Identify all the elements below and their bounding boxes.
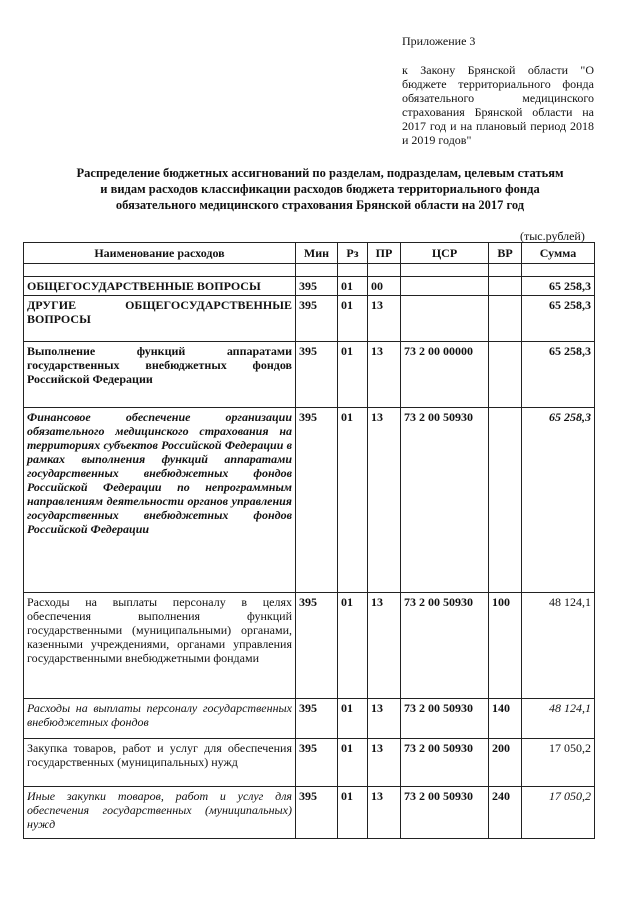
row-pr: 13 [368, 296, 401, 342]
row-rz: 01 [338, 342, 368, 408]
row-vr: 140 [489, 699, 522, 739]
row-vr [489, 408, 522, 593]
row-rz: 01 [338, 296, 368, 342]
col-header-csr: ЦСР [401, 243, 489, 264]
col-header-name: Наименование расходов [24, 243, 296, 264]
row-rz: 01 [338, 277, 368, 296]
table-row [24, 296, 595, 342]
row-csr [401, 277, 489, 296]
law-reference: к Закону Брянской области "О бюджете территориального фонда обязательного медицинского страхования Брянской области на 2017 год и на плановый период 2018 и 2019 годов" [402, 63, 594, 147]
row-name: Выполнение функций аппаратами государственных внебюджетных фондов Российской Федерации [24, 342, 296, 408]
row-rz: 01 [338, 739, 368, 787]
table-spacer-row [24, 264, 595, 277]
table-row [24, 342, 595, 408]
row-vr [489, 342, 522, 408]
row-min: 395 [296, 699, 338, 739]
title-line-1: Распределение бюджетных ассигнований по разделам, подразделам, целевым статьям [76, 166, 564, 180]
row-csr: 73 2 00 50930 [401, 408, 489, 593]
row-min: 395 [296, 408, 338, 593]
row-csr: 73 2 00 50930 [401, 593, 489, 699]
row-pr: 13 [368, 699, 401, 739]
row-sum: 65 258,3 [522, 277, 595, 296]
row-sum: 17 050,2 [522, 787, 595, 839]
row-name: ОБЩЕГОСУДАРСТВЕННЫЕ ВОПРОСЫ [24, 277, 296, 296]
row-name: Закупка товаров, работ и услуг для обеспечения государственных (муниципальных) нужд [24, 739, 296, 787]
row-min: 395 [296, 296, 338, 342]
row-min: 395 [296, 787, 338, 839]
row-csr [401, 296, 489, 342]
row-csr: 73 2 00 50930 [401, 699, 489, 739]
row-min: 395 [296, 277, 338, 296]
row-name: Расходы на выплаты персоналу государственных внебюджетных фондов [24, 699, 296, 739]
table-row [24, 739, 595, 787]
row-sum: 17 050,2 [522, 739, 595, 787]
row-vr: 100 [489, 593, 522, 699]
row-name: Иные закупки товаров, работ и услуг для обеспечения государственных (муниципальных) нужд [24, 787, 296, 839]
document-title [40, 165, 600, 213]
row-vr [489, 277, 522, 296]
row-csr: 73 2 00 50930 [401, 787, 489, 839]
row-vr: 200 [489, 739, 522, 787]
table-row [24, 277, 595, 296]
col-header-pr: ПР [368, 243, 401, 264]
row-pr: 13 [368, 593, 401, 699]
table-row [24, 699, 595, 739]
row-vr: 240 [489, 787, 522, 839]
row-pr: 00 [368, 277, 401, 296]
row-rz: 01 [338, 787, 368, 839]
table-header-row [24, 243, 595, 264]
row-min: 395 [296, 593, 338, 699]
col-header-sum: Сумма [522, 243, 595, 264]
col-header-min: Мин [296, 243, 338, 264]
row-sum: 48 124,1 [522, 593, 595, 699]
row-rz: 01 [338, 408, 368, 593]
units-label: (тыс.рублей) [520, 229, 585, 243]
appendix-number: Приложение 3 [402, 34, 476, 48]
row-csr: 73 2 00 50930 [401, 739, 489, 787]
row-pr: 13 [368, 408, 401, 593]
row-rz: 01 [338, 593, 368, 699]
row-sum: 65 258,3 [522, 408, 595, 593]
row-sum: 48 124,1 [522, 699, 595, 739]
row-pr: 13 [368, 739, 401, 787]
budget-table [23, 242, 595, 839]
row-min: 395 [296, 739, 338, 787]
col-header-vr: ВР [489, 243, 522, 264]
row-name: Финансовое обеспечение организации обязательного медицинского страхования на территориях субъектов Российской Федерации в рамках выполнения функций аппаратами государственных внебюджетных фондов Российской Федерации по непрограммным направлениям деятельности органов управления государственных внебюджетных фондов Российской Федерации [24, 408, 296, 593]
title-line-3: обязательного медицинского страхования Брянской области на 2017 год [115, 198, 525, 212]
row-name: Расходы на выплаты персоналу в целях обеспечения выполнения функций государственными (муниципальными) органами, казенными учреждениями, органами управления государственными внебюджетными фондами [24, 593, 296, 699]
row-sum: 65 258,3 [522, 342, 595, 408]
row-vr [489, 296, 522, 342]
row-min: 395 [296, 342, 338, 408]
table-row [24, 408, 595, 593]
row-sum: 65 258,3 [522, 296, 595, 342]
table-row [24, 787, 595, 839]
title-line-2: и видам расходов классификации расходов бюджета территориального фонда [100, 182, 540, 196]
table-row [24, 593, 595, 699]
row-csr: 73 2 00 00000 [401, 342, 489, 408]
col-header-rz: Рз [338, 243, 368, 264]
row-pr: 13 [368, 342, 401, 408]
row-pr: 13 [368, 787, 401, 839]
row-name: ДРУГИЕ ОБЩЕГОСУДАРСТВЕННЫЕ ВОПРОСЫ [24, 296, 296, 342]
row-rz: 01 [338, 699, 368, 739]
